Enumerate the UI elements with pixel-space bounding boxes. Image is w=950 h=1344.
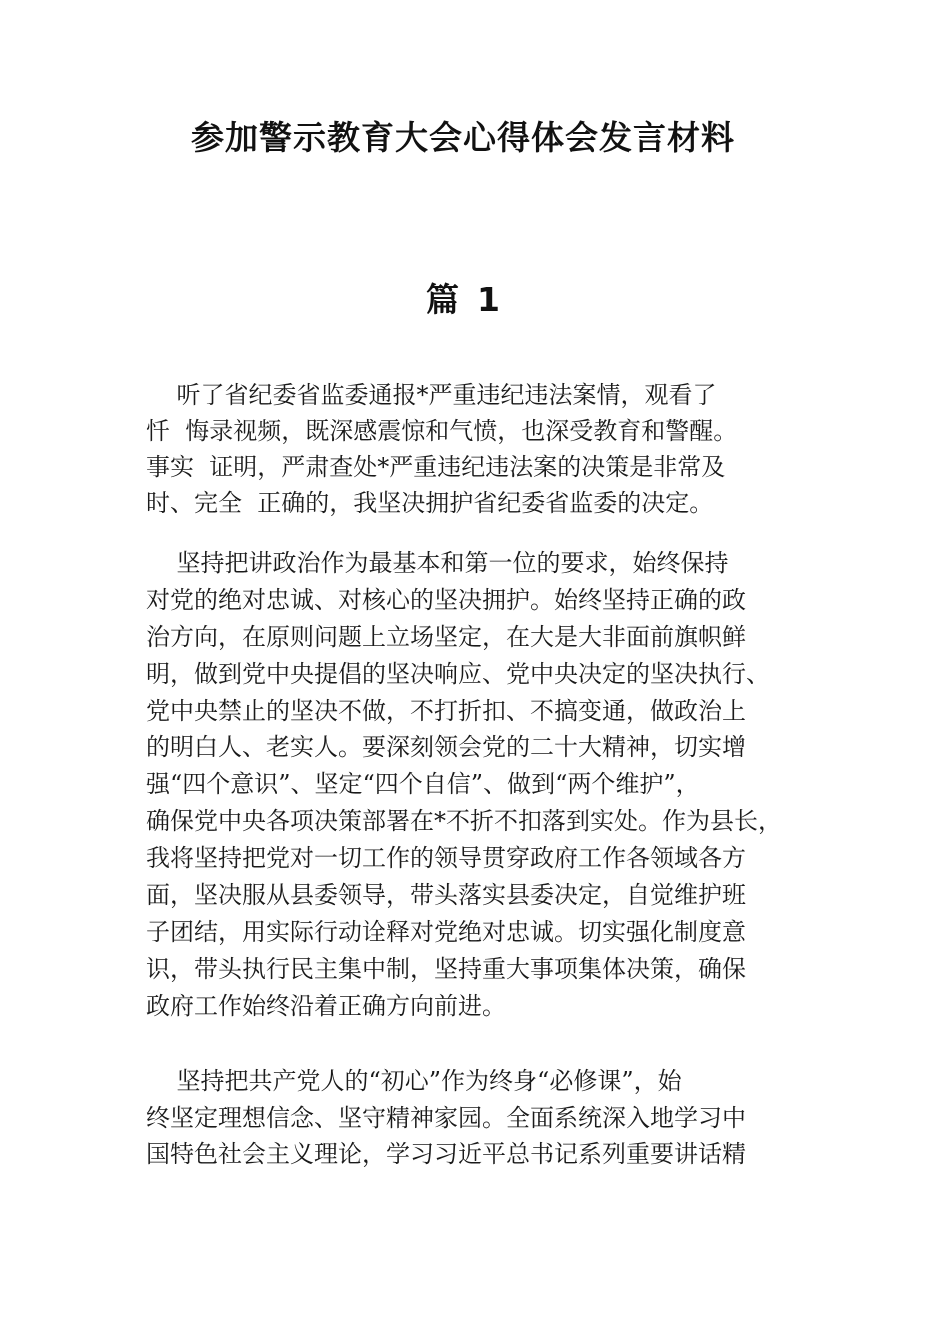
paragraph-line: 政府工作始终沿着正确方向前进。 [146,991,506,1020]
paragraph-line: 坚持把讲政治作为最基本和第一位的要求，始终保持 [146,549,729,577]
section-heading [0,272,926,328]
paragraph-line: 坚持把共产党人的“初心”作为终身“必修课”，始 [146,1067,682,1095]
paragraph-line: 听了省纪委省监委通报*严重违纪违法案情，观看了 [146,381,717,409]
paragraph-1 [146,377,737,521]
paragraph-line: 面，坚决服从县委领导，带头落实县委决定，自觉维护班 [146,881,746,910]
paragraph-line: 忏 悔录视频，既深感震惊和气愤，也深受教育和警醒。 [146,417,738,445]
document-title: 参加警示教育大会心得体会发言材料 [191,118,735,157]
paragraph-line: 的明白人、老实人。要深刻领会党的二十大精神，切实增 [146,733,746,762]
paragraph-line: 识，带头执行民主集中制，坚持重大事项集体决策，确保 [146,954,746,983]
paragraph-2 [146,545,782,1025]
paragraph-line: 子团结，用实际行动诠释对党绝对忠诚。切实强化制度意 [146,917,746,946]
paragraph-line: 终坚定理想信念、坚守精神家园。全面系统深入地学习中 [146,1103,746,1132]
paragraph-3 [146,1063,746,1173]
paragraph-line: 我将坚持把党对一切工作的领导贯穿政府工作各领域各方 [146,844,746,873]
paragraph-line: 强“四个意识”、坚定“四个自信”、做到“两个维护”， [146,770,700,799]
section-number: 1 [477,280,500,319]
paragraph-line: 治方向，在原则问题上立场坚定，在大是大非面前旗帜鲜 [146,622,746,651]
paragraph-line: 事实 证明，严肃查处*严重违纪违法案的决策是非常及 [146,453,726,481]
paragraph-line: 党中央禁止的坚决不做，不打折扣、不搞变通，做政治上 [146,696,746,725]
paragraph-line: 时、完全 正确的，我坚决拥护省纪委省监委的决定。 [146,489,714,517]
section-label: 篇 [426,280,460,319]
paragraph-line: 对党的绝对忠诚、对核心的坚决拥护。始终坚持正确的政 [146,585,746,614]
paragraph-line: 确保党中央各项决策部署在*不折不扣落到实处。作为县长， [146,807,782,836]
paragraph-line: 国特色社会主义理论，学习习近平总书记系列重要讲话精 [146,1140,746,1168]
paragraph-line: 明，做到党中央提倡的坚决响应、党中央决定的坚决执行、 [146,659,770,688]
